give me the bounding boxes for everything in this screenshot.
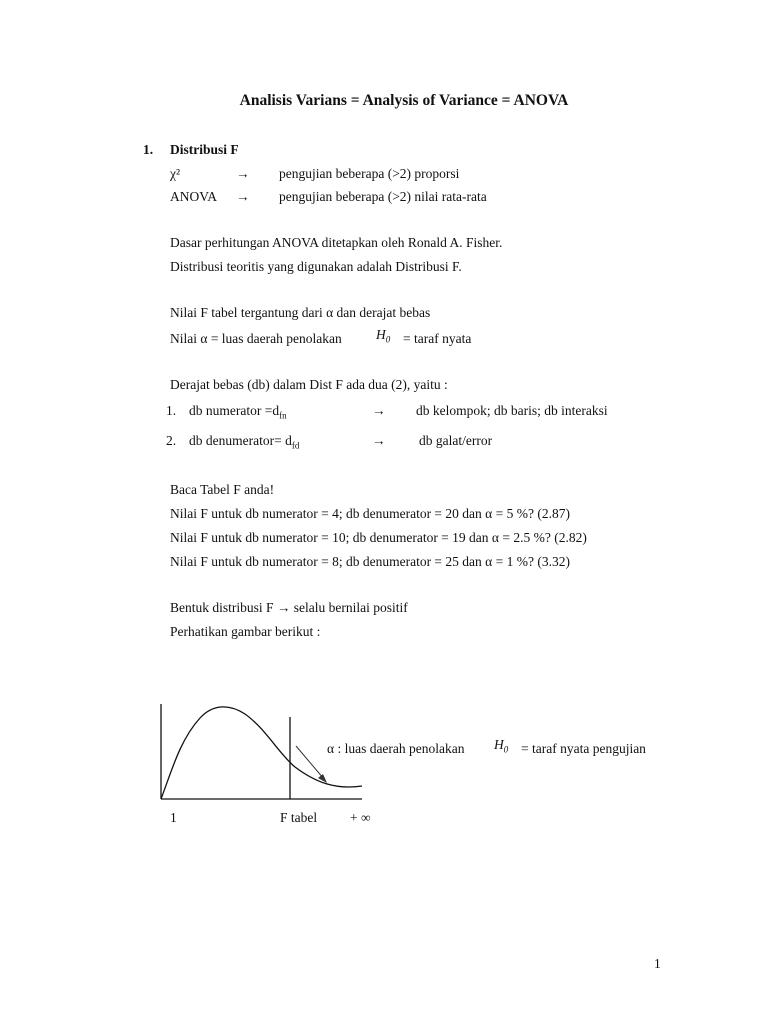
alpha-annotation: α : luas daerah penolakan	[327, 741, 465, 756]
paragraph-line: Nilai F tabel tergantung dari α dan derajat bebas	[170, 305, 431, 320]
axis-label-infinity: + ∞	[350, 810, 371, 825]
list-item-desc: db kelompok; db baris; db interaksi	[416, 403, 608, 418]
h0-symbol: $H_0$	[376, 327, 391, 345]
section-number: 1.	[143, 142, 154, 157]
arrow-icon: →	[236, 189, 250, 204]
row-left-anova: ANOVA	[170, 189, 218, 204]
paragraph-line: Nilai α = luas daerah penolakan	[170, 331, 342, 346]
alpha-pointer-arrow	[296, 746, 324, 779]
paragraph-line: Baca Tabel F anda!	[170, 482, 275, 497]
section-heading: Distribusi F	[170, 142, 239, 157]
paragraph-line: Nilai F untuk db numerator = 10; db denumerator = 19 dan α = 2.5 %? (2.82)	[170, 530, 587, 545]
paragraph-line: Bentuk distribusi F → selalu bernilai positif	[170, 600, 408, 615]
list-number: 2.	[166, 433, 177, 448]
page-number: 1	[654, 956, 661, 971]
list-item-label: db denumerator= $d_{fd}$	[189, 433, 300, 451]
paragraph-line: Dasar perhitungan ANOVA ditetapkan oleh Ronald A. Fisher.	[170, 235, 503, 250]
row-right-text: pengujian beberapa (>2) proporsi	[279, 166, 460, 181]
list-number: 1.	[166, 403, 177, 418]
row-right-text: pengujian beberapa (>2) nilai rata-rata	[279, 189, 487, 204]
h0-symbol: $H_0$	[494, 737, 509, 755]
alpha-annotation-end: = taraf nyata pengujian	[521, 741, 646, 756]
paragraph-line: Perhatikan gambar berikut :	[170, 624, 321, 639]
paragraph-line: Derajat bebas (db) dalam Dist F ada dua (2), yaitu :	[170, 377, 448, 392]
paragraph-line: = taraf nyata	[403, 331, 472, 346]
arrow-icon: →	[372, 433, 386, 448]
row-left-chi: χ²	[170, 166, 181, 181]
list-item-label: db numerator $=d_{fn}$	[189, 403, 287, 421]
paragraph-line: Nilai F untuk db numerator = 4; db denumerator = 20 dan α = 5 %? (2.87)	[170, 506, 570, 521]
arrow-icon: →	[236, 166, 250, 181]
page-title: Analisis Varians = Analysis of Variance = ANOVA	[239, 92, 569, 109]
axis-label-ftabel: F tabel	[280, 810, 318, 825]
axis-label-start: 1	[170, 810, 177, 825]
arrow-icon: →	[372, 403, 386, 418]
paragraph-line: Nilai F untuk db numerator = 8; db denumerator = 25 dan α = 1 %? (3.32)	[170, 554, 570, 569]
list-item-desc: db galat/error	[419, 433, 493, 448]
paragraph-line: Distribusi teoritis yang digunakan adalah Distribusi F.	[170, 259, 462, 274]
